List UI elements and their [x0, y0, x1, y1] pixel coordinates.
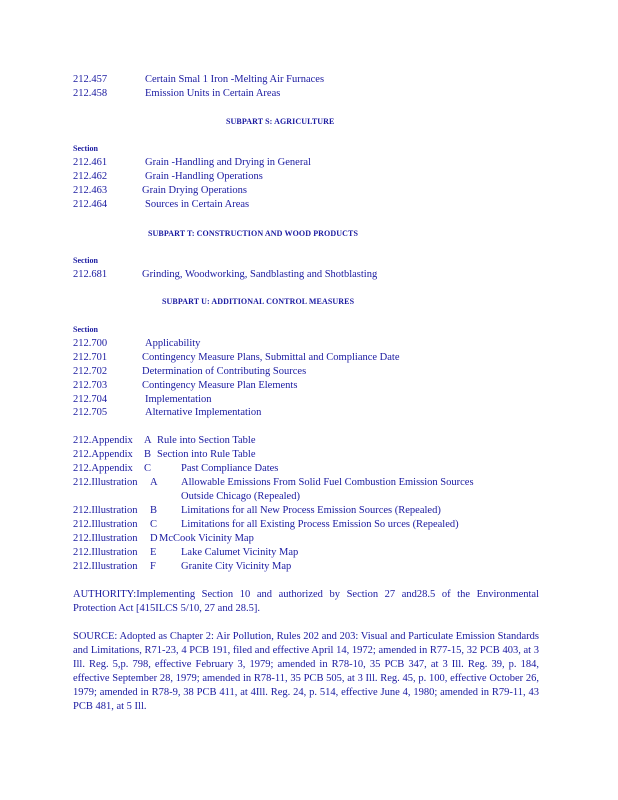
illustration-letter: E: [150, 547, 157, 558]
illustration-letter: C: [150, 519, 158, 530]
appendix-letter: A: [144, 435, 152, 446]
illustration-letter: F: [150, 561, 156, 572]
authority-paragraph: AUTHORITY:Implementing Section 10 and authorized by Section 27 and28.5 of the Environmental Protection Act [415ILCS 5/10, 27 and 28.5].: [73, 589, 539, 614]
subpart-heading-t: SUBPART T: CONSTRUCTION AND WOOD PRODUCTS: [148, 229, 358, 238]
illustration-letter: B: [150, 505, 158, 516]
section-number: 212.458: [73, 88, 108, 99]
section-number: 212.463: [73, 185, 108, 196]
subpart-heading-u: SUBPART U: ADDITIONAL CONTROL MEASURES: [162, 297, 355, 306]
appendix-title: Rule into Section Table: [157, 435, 256, 446]
illustration-title: McCook Vicinity Map: [159, 533, 254, 544]
appendix-title: Past Compliance Dates: [181, 463, 279, 474]
section-number: 212.462: [73, 171, 108, 182]
illustration-number: 212.Illustration: [73, 505, 138, 516]
section-title: Applicability: [145, 338, 201, 349]
appendix-letter: B: [144, 449, 152, 460]
illustration-title: Limitations for all Existing Process Emission So urces (Repealed): [181, 519, 459, 530]
section-title: Determination of Contributing Sources: [142, 366, 307, 377]
section-title: Contingency Measure Plan Elements: [142, 380, 298, 391]
subpart-heading-s: SUBPART S: AGRICULTURE: [226, 117, 335, 126]
illustration-letter: A: [150, 477, 158, 488]
section-title: Alternative Implementation: [145, 407, 262, 418]
section-number: 212.700: [73, 338, 108, 349]
section-number: 212.701: [73, 352, 108, 363]
appendix-letter: C: [144, 463, 152, 474]
illustration-title: Allowable Emissions From Solid Fuel Combustion Emission Sources: [181, 477, 474, 488]
section-title: Grain -Handling Operations: [145, 171, 263, 182]
section-label: Section: [73, 144, 98, 153]
illustration-title: Lake Calumet Vicinity Map: [181, 547, 299, 558]
appendix-number: 212.Appendix: [73, 463, 133, 474]
section-label: Section: [73, 256, 98, 265]
illustration-number: 212.Illustration: [73, 477, 138, 488]
section-number: 212.457: [73, 74, 108, 85]
section-number: 212.681: [73, 269, 108, 280]
source-paragraph: SOURCE: Adopted as Chapter 2: Air Pollution, Rules 202 and 203: Visual and Particulate Emission Standards and Limitations, R71-23, 4 PCB 191, filed and effective April 14, 1972; amended in R77-15, 32 PCB 403, at 3 Ill. Reg. 5,p. 798, effective February 3, 1979; amended in R78-10, 35 PCB 347, at 3 Ill. Reg. 39, p. 184, effective September 28, 1979; amended in R78-11, 35 PCB 505, at 3 Ill. Reg. 45, p. 100, effective October 26, 1979; amended in R78-9, 38 PCB 411, at 4Ill. Reg. 24, p. 514, effective June 4, 1980; amended in R79-11, 43 PCB 481, at 5 Ill.: [73, 631, 539, 712]
section-title: Implementation: [145, 394, 212, 405]
section-number: 212.704: [73, 394, 108, 405]
section-number: 212.461: [73, 157, 108, 168]
appendix-title: Section into Rule Table: [157, 449, 256, 460]
illustration-title: Outside Chicago (Repealed): [181, 491, 300, 502]
illustration-number: 212.Illustration: [73, 519, 138, 530]
section-title: Certain Smal 1 Iron -Melting Air Furnaces: [145, 74, 325, 85]
section-title: Contingency Measure Plans, Submittal and Compliance Date: [142, 352, 400, 363]
section-number: 212.705: [73, 407, 108, 418]
illustration-letter: D: [150, 533, 158, 544]
section-number: 212.702: [73, 366, 108, 377]
section-number: 212.464: [73, 199, 108, 210]
illustration-number: 212.Illustration: [73, 561, 138, 572]
illustration-title: Granite City Vicinity Map: [181, 561, 292, 572]
section-title: Grain -Handling and Drying in General: [145, 157, 311, 168]
section-title: Sources in Certain Areas: [145, 199, 250, 210]
section-title: Grinding, Woodworking, Sandblasting and Shotblasting: [142, 269, 378, 280]
illustration-title: Limitations for all New Process Emission Sources (Repealed): [181, 505, 441, 516]
section-title: Grain Drying Operations: [142, 185, 247, 196]
illustration-number: 212.Illustration: [73, 547, 138, 558]
illustration-number: 212.Illustration: [73, 533, 138, 544]
section-number: 212.703: [73, 380, 108, 391]
section-label: Section: [73, 325, 98, 334]
section-title: Emission Units in Certain Areas: [145, 88, 281, 99]
appendix-number: 212.Appendix: [73, 435, 133, 446]
appendix-number: 212.Appendix: [73, 449, 133, 460]
